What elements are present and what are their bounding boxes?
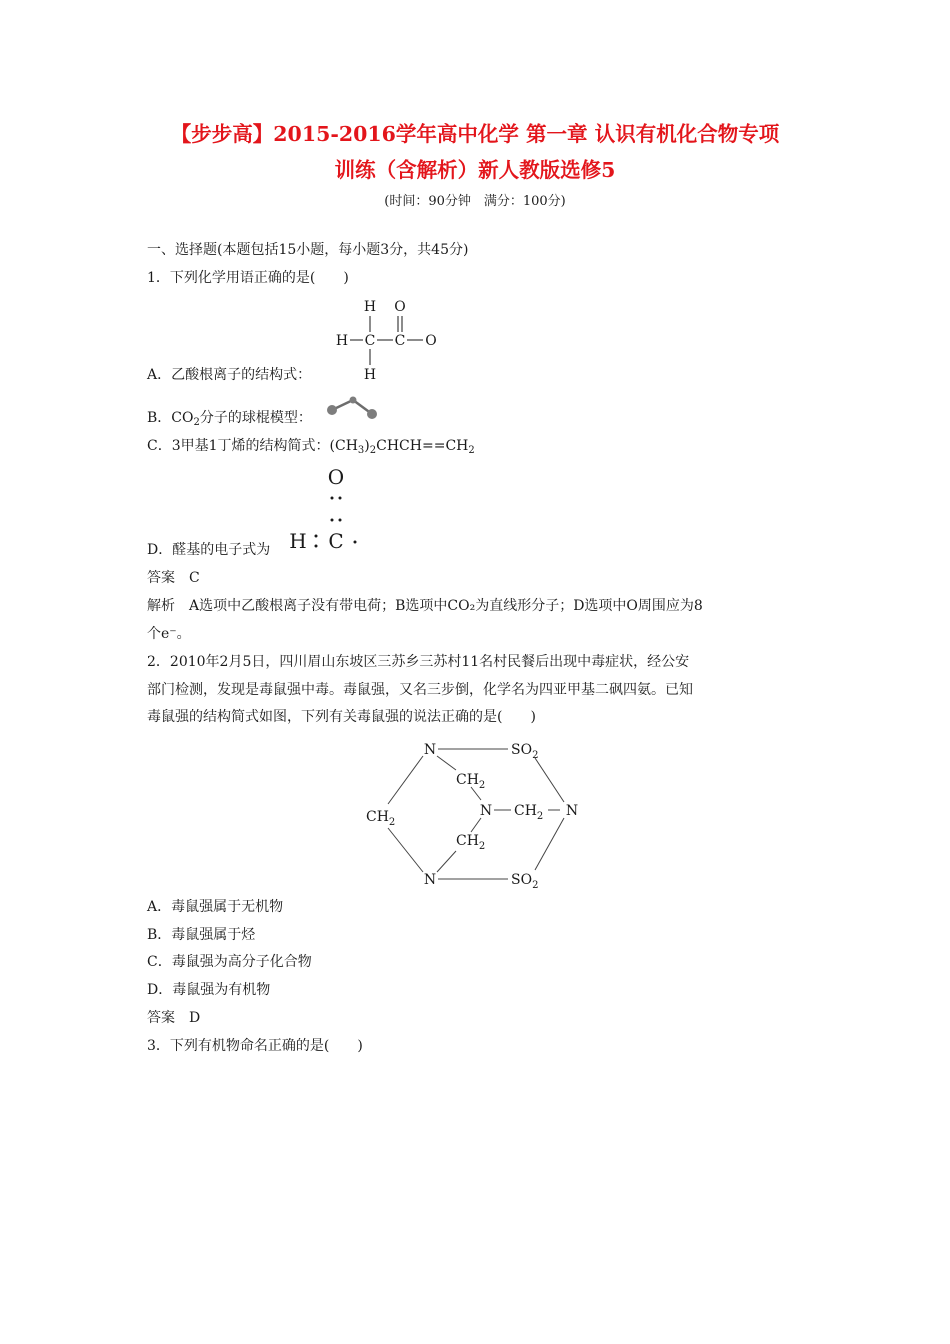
ch2-left: $CH_2$ <box>366 809 396 828</box>
n-bottom-left: N <box>423 872 437 888</box>
ch2-lower: $CH_2$ <box>456 833 486 852</box>
ball-c-center <box>350 397 357 404</box>
q1-option-b-prefix: B．CO <box>147 410 194 426</box>
ball-o-right <box>367 409 377 419</box>
n-center: N <box>479 803 493 819</box>
q3-stem: 3．下列有机物命名正确的是( ) <box>147 1038 363 1054</box>
ef-o: O <box>327 465 345 489</box>
q1-answer: 答案 C <box>147 570 200 586</box>
tetramine-structure <box>360 736 590 894</box>
q1-option-c-prefix: C．3甲基1丁烯的结构简式：(CH <box>147 438 358 454</box>
q1-analysis-line1: 解析 A选项中乙酸根离子没有带电荷；B选项中CO₂为直线形分子；D选项中O周围应为8 <box>147 598 703 614</box>
ball-o-left <box>327 405 337 415</box>
q1-option-c-suffix: CHCH==CH <box>376 438 469 454</box>
ch2-center-right: $CH_2$ <box>514 803 544 822</box>
ch2-upper: $CH_2$ <box>456 772 486 791</box>
aldehyde-electron-formula <box>284 462 364 558</box>
atom-h-left: H <box>335 333 349 349</box>
q1-option-c <box>147 436 475 461</box>
atom-c2: C <box>394 333 406 349</box>
q1-stem: 1．下列化学用语正确的是( ) <box>147 270 349 286</box>
q2-stem-line2: 部门检测，发现是毒鼠强中毒。毒鼠强，又名三步倒，化学名为四亚甲基二砜四氨。已知 <box>147 682 693 698</box>
q1-option-c-mid: ) <box>364 438 370 454</box>
document-subtitle: (时间：90分钟 满分：100分) <box>384 194 566 209</box>
ef-c: C <box>328 529 344 553</box>
q2-answer: 答案 D <box>147 1010 201 1026</box>
q1-option-b <box>147 408 312 433</box>
q2-stem-line1: 2．2010年2月5日，四川眉山东坡区三苏乡三苏村11名村民餐后出现中毒症状，经公安 <box>147 654 690 670</box>
n-top-left: N <box>423 742 437 758</box>
n-right: N <box>565 803 579 819</box>
q1-option-d: D．醛基的电子式为 <box>147 542 271 558</box>
atom-o-right: O <box>425 333 437 349</box>
so2-top: $SO_2$ <box>511 742 539 761</box>
section-heading: 一、选择题(本题包括15小题，每小题3分，共45分) <box>147 242 469 258</box>
so2-bottom: $SO_2$ <box>511 872 539 891</box>
co2-ball-stick-model <box>324 394 382 422</box>
document-title-line2: 训练（含解析）新人教版选修5 <box>334 158 616 182</box>
q1-option-c-sub2: 2 <box>369 445 377 456</box>
atom-c1: C <box>364 333 376 349</box>
q1-option-c-sub1: 3 <box>357 445 365 456</box>
document-title-line1: 【步步高】2015-2016学年高中化学 第一章 认识有机化合物专项 <box>170 122 780 146</box>
acetate-structure <box>330 293 450 385</box>
q2-option-d: D．毒鼠强为有机物 <box>147 982 271 998</box>
q1-analysis-line2: 个e⁻。 <box>147 626 191 642</box>
q1-option-c-sub3: 2 <box>468 445 475 456</box>
q2-option-a: A．毒鼠强属于无机物 <box>147 899 284 915</box>
atom-o-top: O <box>394 299 406 315</box>
q1-option-a: A．乙酸根离子的结构式： <box>147 367 312 383</box>
q1-option-b-suffix: 分子的球棍模型： <box>199 410 312 426</box>
q2-option-b: B．毒鼠强属于烃 <box>147 927 256 943</box>
q2-stem-line3: 毒鼠强的结构简式如图，下列有关毒鼠强的说法正确的是( ) <box>147 709 536 725</box>
atom-h-top: H <box>363 299 377 315</box>
ef-h: H <box>289 529 307 553</box>
q2-option-c: C．毒鼠强为高分子化合物 <box>147 954 312 970</box>
atom-h-bottom: H <box>363 367 377 383</box>
q1-option-b-sub: 2 <box>193 417 200 428</box>
